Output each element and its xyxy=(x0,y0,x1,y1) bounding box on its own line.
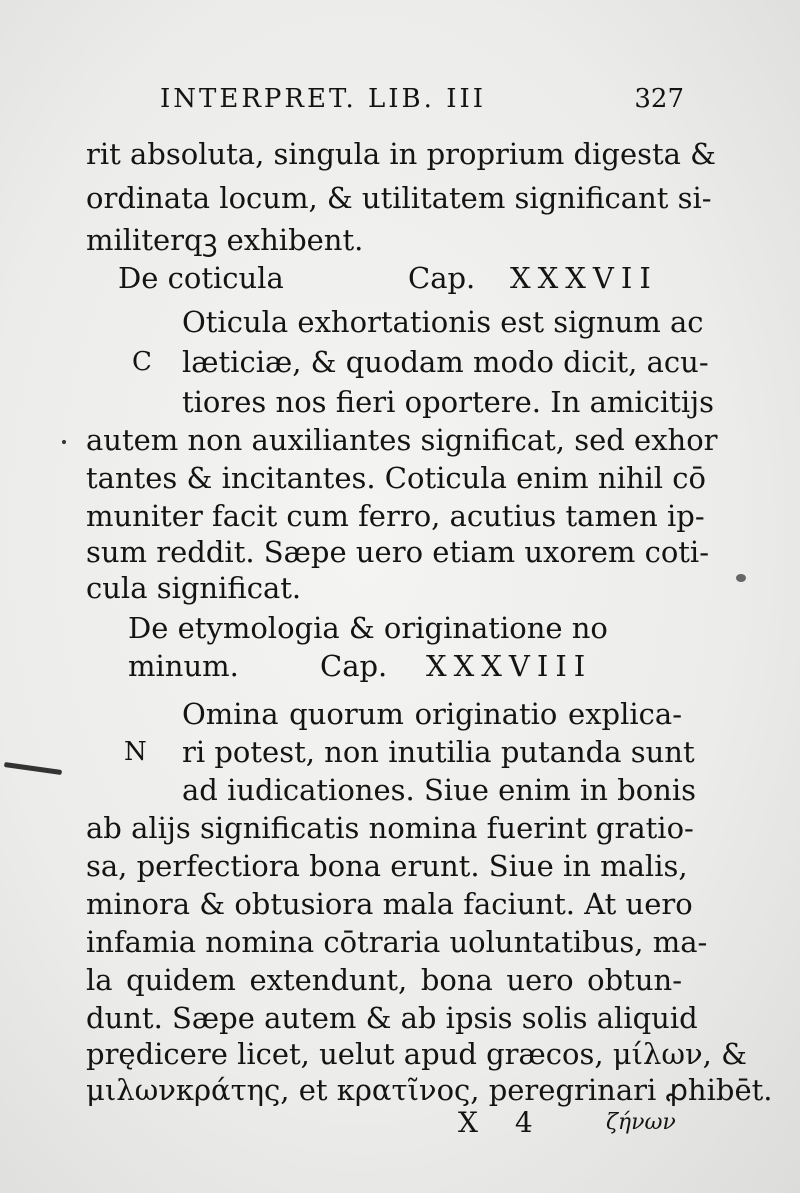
text-line: Oticula exhortationis est signum ac xyxy=(182,305,704,339)
text-line: dunt. Sæpe autem & ab ipsis solis aliquid xyxy=(86,1001,698,1035)
text-line: μιλωνκράτης, et κρατῖνος, peregrinari ꝓhibēt. xyxy=(86,1073,773,1107)
signature-mark: X 4 xyxy=(458,1106,547,1139)
chapter-numeral: XXXVIII xyxy=(426,649,593,683)
chapter-heading xyxy=(118,258,684,298)
drop-initial: N xyxy=(124,737,147,767)
chapter-label: Cap. xyxy=(408,261,476,295)
text-line: sa, perfectiora bona erunt. Siue in malis, xyxy=(86,849,688,883)
chapter-numeral: XXXVII xyxy=(510,261,658,295)
text-line: ab alijs significatis nomina fuerint gratio- xyxy=(86,811,694,845)
chapter-heading-line-1: De etymologia & originatione no xyxy=(128,611,608,645)
text-line: autem non auxiliantes significat, sed exhor xyxy=(86,423,718,457)
text-line: ordinata locum, & utilitatem significant si- xyxy=(86,181,712,215)
running-title: INTERPRET. LIB. III xyxy=(160,84,487,114)
text-line: ad iudicationes. Siue enim in bonis xyxy=(182,773,696,807)
scan-blemish xyxy=(736,574,746,582)
text-line: muniter facit cum ferro, acutius tamen ip- xyxy=(86,499,705,533)
text-line: minora & obtusiora mala faciunt. At uero xyxy=(86,887,693,921)
chapter-title: De coticula xyxy=(118,261,284,295)
scan-blemish xyxy=(62,440,66,444)
page-footer xyxy=(0,1106,800,1150)
text-line: rit absoluta, singula in proprium digesta & xyxy=(86,137,716,171)
text-line: Omina quorum originatio explica- xyxy=(182,697,682,731)
catchword: ζήνων xyxy=(606,1110,676,1135)
drop-initial: C xyxy=(132,347,152,377)
text-line: læticiæ, & quodam modo dicit, acu- xyxy=(182,345,709,379)
text-line: la quidem extendunt, bona uero obtun- xyxy=(86,963,682,997)
text-line: cula significat. xyxy=(86,571,302,605)
text-line: ri potest, non inutilia putanda sunt xyxy=(182,735,695,769)
text-line: tiores nos fieri oportere. In amicitijs xyxy=(182,385,714,419)
chapter-label: Cap. xyxy=(320,649,388,683)
text-line: militerqꝫ exhibent. xyxy=(86,223,364,257)
chapter-heading-line-2 xyxy=(128,646,668,686)
text-line: infamia nomina cōtraria uoluntatibus, ma- xyxy=(86,925,708,959)
text-line: sum reddit. Sæpe uero etiam uxorem coti- xyxy=(86,535,710,569)
text-line: tantes & incitantes. Coticula enim nihil cō xyxy=(86,461,707,495)
text-line: prędicere licet, uelut apud græcos, μίλων, & xyxy=(86,1037,747,1071)
page-number: 327 xyxy=(634,84,684,114)
chapter-title: minum. xyxy=(128,649,239,683)
